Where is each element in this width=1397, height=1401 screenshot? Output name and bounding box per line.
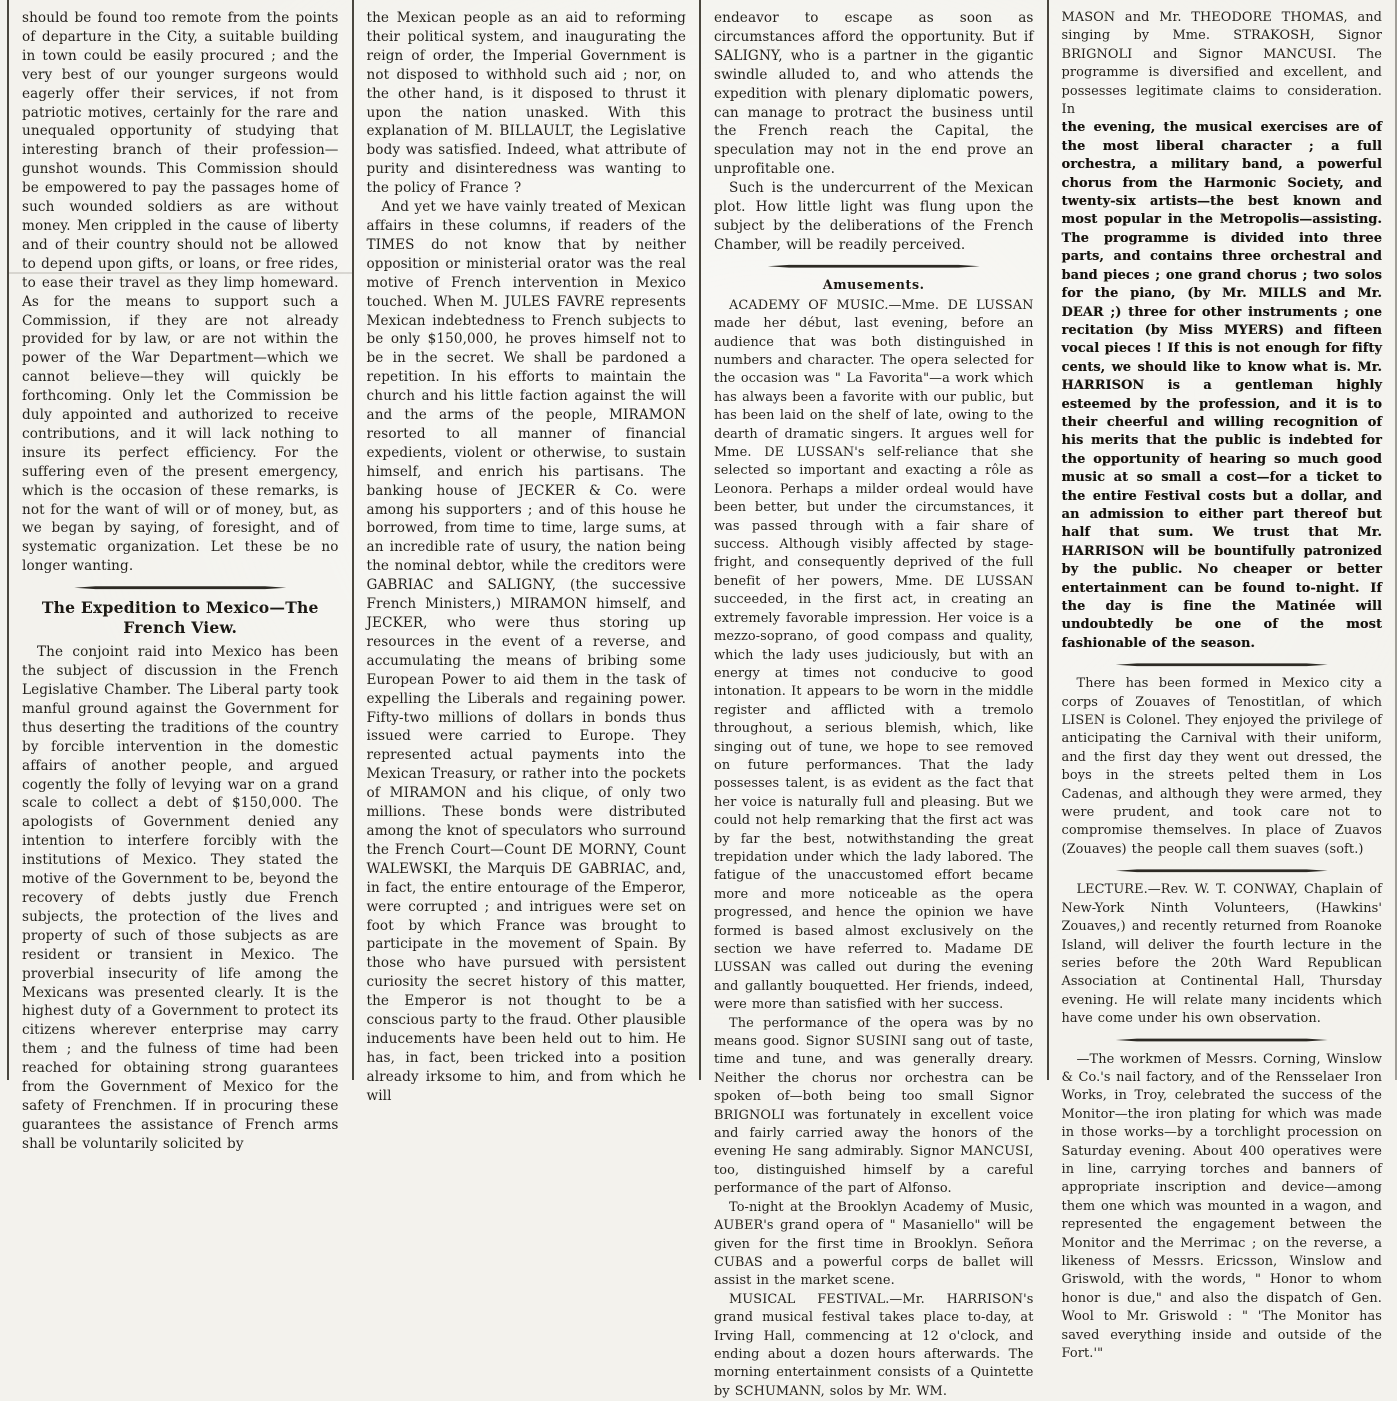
article-paragraph: The performance of the opera was by no means good. Signor SUSINI sang out of taste, time and tune, and was generally dreary. Neither the chorus nor orchestra can be spoken of—both being too small Signor BRIGNOLI was fortunately in excellent voice and fairly carried away the honors of the evening He sang admirably. Signor MANCUSI, too, distinguished himself by a careful performance of the part of Alfonso. [714,1015,1034,1197]
article-paragraph: Such is the undercurrent of the Mexican plot. How little light was flung upon the subject by the deliberations of the French Chamber, will be readily perceived. [714,180,1034,253]
article-paragraph: MUSICAL FESTIVAL.—Mr. HARRISON's grand musical festival takes place to-day, at Irving Hall, commencing at 12 o'clock, and ending about a dozen hours afterwards. The morning entertainment consists of a Quintette by SCHUMANN, solos by Mr. WM. [714,1291,1034,1399]
article-paragraph: endeavor to escape as soon as circumstances afford the opportunity. But if SALIGNY, who is a partner in the gigantic swindle alluded to, and who attends the expedition with plenary diplomatic powers, can manage to protract the business until the French reach the Capital, the speculation may not in the end prove an unprofitable one. [714,10,1034,178]
article-paragraph: the Mexican people as an aid to reforming their political system, and inaugurating the reign of order, the Imperial Government is not disposed to withhold such aid ; nor, on the other hand, is it disposed to thrust it upon the nation unasked. With this explanation of M. BILLAULT, the Legislative body was satisfied. Indeed, what attribute of purity and disinteredness was wanting to the policy of France ? [366,10,686,197]
section-divider [1116,868,1328,873]
article-paragraph: The conjoint raid into Mexico has been the subject of discussion in the French Legislative Chamber. The Liberal party took manful ground against the Government for thus deserting the traditions of the country by forcible intervention in the domestic affairs of another people, and argued cogently the folly of levying war on a grand scale to collect a debt of $150,000. The apologists of Government denied any intention to interfere forcibly with the institutions of Mexico. They stated the motive of the Government to be, beyond the recovery of debts justly due French subjects, the protection of the lives and property of such of those subjects as are resident or transient in Mexico. The proverbial insecurity of life among the Mexicans was presented clearly. It is the highest duty of a Government to protect its citizens wherever enterprise may carry them ; and the fulness of time had been reached for obtaining strong guarantees from the Government of Mexico for the safety of Frenchmen. If in procuring these guarantees the assistance of French arms shall be voluntarily solicited by [22,644,339,1152]
newspaper-column-2 [352,0,700,1104]
article-paragraph: To-night at the Brooklyn Academy of Music, AUBER's grand opera of " Masaniello" will be given for the first time in Brooklyn. Señora CUBAS and a powerful corps de ballet will assist in the market scene. [714,1199,1034,1289]
article-headline: The Expedition to Mexico—The French View. [41,598,319,638]
article-paragraph: There has been formed in Mexico city a corps of Zouaves of Tenostitlan, of which LISEN is Colonel. They enjoyed the privilege of anticipating the Carnival with their uniform, and the first day they went out dressed, the boys in the streets pelted them in Los Cadenas, and although they were armed, they were prudent, and took care not to compromise themselves. In place of Zuavos (Zouaves) the people call them suaves (soft.) [1061,676,1382,857]
article-paragraph: the evening, the musical exercises are of the most liberal character ; a full orchestra, a military band, a powerful chorus from the Harmonic Society, and twenty-six artists—the best known and most popular in the Metropolis—assisting. The programme is divided into three parts, and contains three orchestral and band pieces ; one grand chorus ; two solos for the piano, (by Mr. MILLS and Mr. DEAR ;) three for other instruments ; one recitation (by Miss MYERS) and fifteen vocal pieces ! If this is not enough for fifty cents, we should like to know what is. Mr. HARRISON is a gentleman highly esteemed by the profession, and it is to their cheerful and willing recognition of his merits that the public is indebted for the opportunity of hearing so much good music at so small a cost—for a ticket to the entire Festival costs but a dollar, and an admission to either part thereof but half that sum. We trust that Mr. HARRISON will be bountifully patronized by the public. No cheaper or better entertainment can be found to-night. If the day is fine the Matinée will undoubtedly be one of the most fashionable of the season. [1061,120,1382,651]
section-heading-amusements: Amusements. [822,276,925,292]
newspaper-column-1 [7,0,352,1152]
section-divider [768,264,980,269]
article-paragraph: MASON and Mr. THEODORE THOMAS, and singing by Mme. STRAKOSH, Signor BRIGNOLI and Signor MANCUSI. The programme is diversified and excellent, and possesses legitimate claims to consideration. In [1061,10,1382,118]
section-divider [1116,1038,1328,1043]
article-paragraph: should be found too remote from the points of departure in the City, a suitable building in town could be easily procured ; and the very best of our younger surgeons would eagerly offer their services, if not from patriotic motives, certainly for the rare and unequaled opportunity of studying that interesting branch of their profession—gunshot wounds. This Commission should be empowered to pay the passages home of such wounded soldiers as are without money. Men crippled in the cause of liberty and of their country should not be allowed to depend upon gifts, or loans, or free rides, to ease their travel as they limp homeward. As for the means to support such a Commission, if they are not already provided for by law, or are not within the power of the War Department—which we cannot believe—they will quickly be forthcoming. Only let the Commission be duly appointed and authorized to receive contributions, and it will lack nothing to insure its perfect efficiency. For the suffering even of the present emergency, which is the occasion of these remarks, is not for the want of will or of money, but, as we began by saying, of foresight, and of systematic organization. Let these be no longer wanting. [22,10,339,575]
newspaper-column-3 [699,0,1047,1399]
article-paragraph: And yet we have vainly treated of Mexican affairs in these columns, if readers of the TIMES do not know that by neither opposition or ministerial orator was the real motive of French intervention in Mexico touched. When M. JULES FAVRE represents Mexican indebtedness to French subjects to be only $150,000, he proves himself not to be in the secret. We shall be pardoned a repetition. In his efforts to maintain the church and his little faction against the will and the arms of the people, MIRAMON resorted to all manner of financial expedients, violent or otherwise, to sustain himself, and enrich his partisans. The banking house of JECKER & Co. were among his supporters ; and of this house he borrowed, from time to time, large sums, at an incredible rate of usury, the nation being the nominal debtor, while the creditors were GABRIAC and SALIGNY, (the successive French Ministers,) MIRAMON himself, and JECKER, who were thus storing up resources in the event of a reverse, and accumulating the means of bribing some European Power to aid them in the task of expelling the Liberals and regaining power. Fifty-two millions of dollars in bonds thus issued were carried to Europe. They represented actual payments into the Mexican Treasury, or rather into the pockets of MIRAMON and his clique, of only two millions. These bonds were distributed among the knot of speculators who surround the French Court—Count DE MORNY, Count WALEWSKI, the Marquis DE GABRIAC, and, in fact, the entire entourage of the Emperor, were corrupted ; and intrigues were set on foot by which France was brought to participate in the movement of Spain. By those who have pursued with persistent curiosity the secret history of this matter, the Emperor is not thought to be a conscious party to the fraud. Other plausible inducements have been held out to him. He has, in fact, been tricked into a position already irksome to him, and from which he will [366,199,686,1104]
article-paragraph: ACADEMY OF MUSIC.—Mme. DE LUSSAN made her début, last evening, before an audience that was both distinguished in numbers and character. The opera selected for the occasion was " La Favorita"—a work which has always been a favorite with our public, but has been laid on the shelf of late, owing to the dearth of dramatic singers. It argues well for Mme. DE LUSSAN's self-reliance that she selected so important and exacting a rôle as Leonora. Perhaps a milder ordeal would have been better, but under the circumstances, it was passed through with a fair share of success. Although visibly affected by stage-fright, and consequently deprived of the full benefit of her powers, Mme. DE LUSSAN succeeded, in the first act, in creating an extremely favorable impression. Her voice is a mezzo-soprano, of good compass and quality, which the lady uses judiciously, but with an energy at times not conducive to good intonation. It appears to be worn in the middle register and afflicted with a tremolo throughout, a serious blemish, which, like singing out of tune, we hope to see removed on future performances. That the lady possesses talent, is as evident as the fact that her voice is naturally full and pleasing. But we could not help remarking that the first act was by far the best, notwithstanding the great trepidation under which the lady labored. The fatigue of the unaccustomed effort became more and more noticeable as the opera progressed, and hence the opinion we have formed is based almost exclusively on the section we have referred to. Madame DE LUSSAN was called out during the evening and gallantly bouquetted. Her friends, indeed, were more than satisfied with her success. [714,297,1034,1013]
article-paragraph: —The workmen of Messrs. Corning, Winslow & Co.'s nail factory, and of the Rensselaer Iron Works, in Troy, celebrated the success of the Monitor—the iron plating for which was made in those works—by a torchlight procession on Saturday evening. About 400 operatives were in line, carrying torches and banners of appropriate inscription and device—among them one which was mounted in a wagon, and represented the engagement between the Monitor and the Merrimac ; on the reverse, a likeness of Messrs. Ericsson, Winslow and Griswold, with the words, " Honor to whom honor is due," and also the dispatch of Gen. Wool to Mr. Griswold : " 'The Monitor has saved everything inside and outside of the Fort.'" [1061,1051,1382,1362]
section-divider [1116,662,1328,667]
section-divider [74,585,286,590]
article-paragraph: LECTURE.—Rev. W. T. CONWAY, Chaplain of New-York Ninth Volunteers, (Hawkins' Zouaves,) and recently returned from Roanoke Island, will deliver the fourth lecture in the series before the 20th Ward Republican Association at Continental Hall, Thursday evening. He will relate many incidents which have come under his own observation. [1061,882,1382,1027]
newspaper-column-4 [1047,0,1396,1362]
